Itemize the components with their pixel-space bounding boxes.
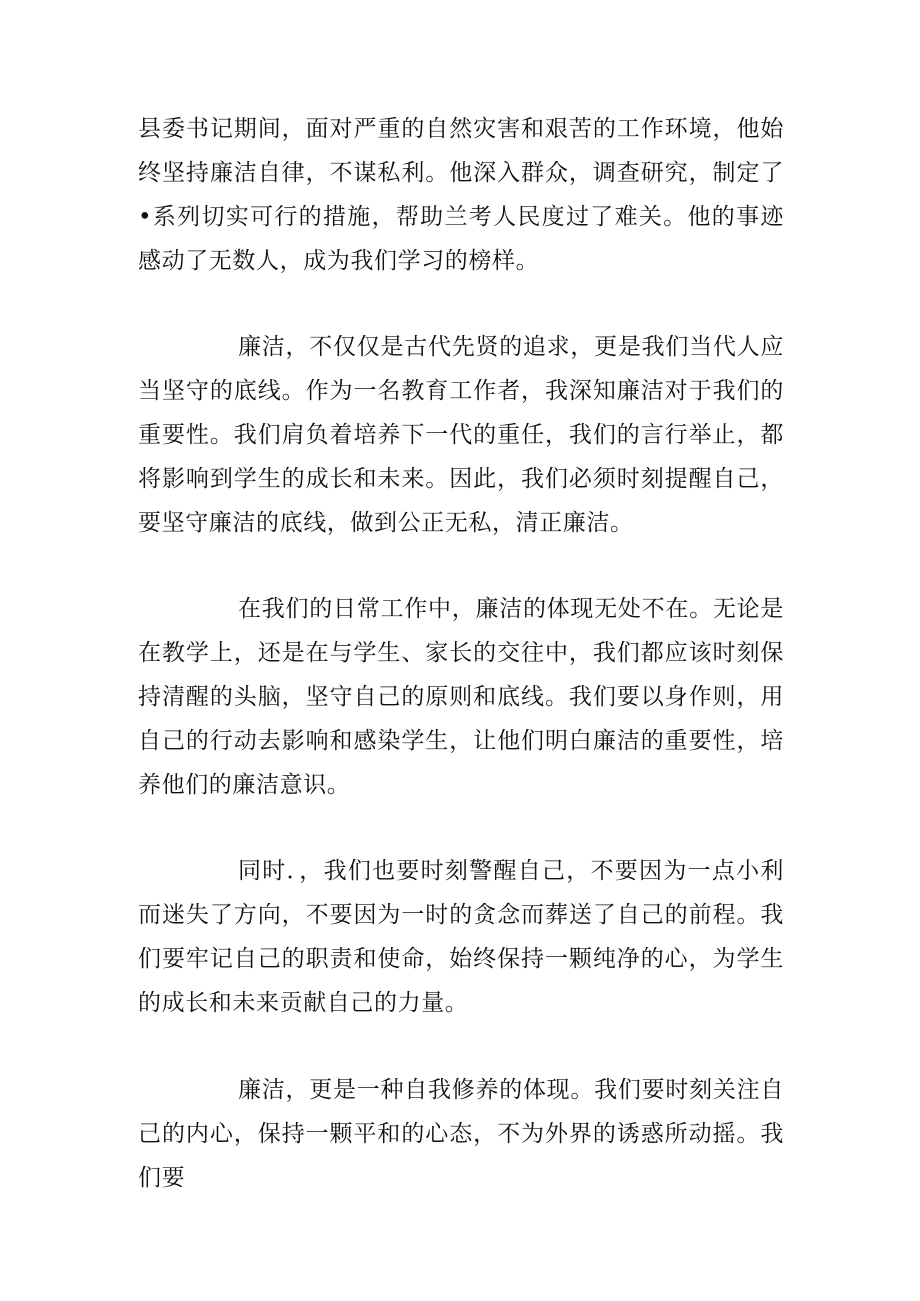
paragraph: 廉洁，不仅仅是古代先贤的追求，更是我们当代人应当坚守的底线。作为一名教育工作者，我深知廉洁对于我们的重要性。我们肩负着培养下一代的重任，我们的言行举止，都将影响到学生的成长和未来。因此，我们必须时刻提醒自己，要坚守廉洁的底线，做到公正无私，清正廉洁。 <box>138 334 784 536</box>
paragraph: 同时．，我们也要时刻警醒自己，不要因为一点小利而迷失了方向，不要因为一时的贪念而葬送了自己的前程。我们要牢记自己的职责和使命，始终保持一颗纯净的心，为学生的成长和未来贡献自己的力量。 <box>138 858 784 1016</box>
paragraph-continuation: 县委书记期间，面对严重的自然灾害和艰苦的工作环境，他始终坚持廉洁自律，不谋私利。他深入群众，调查研究，制定了•系列切实可行的措施，帮助兰考人民度过了难关。他的事迹感动了无数人，成为我们学习的榜样。 <box>138 116 784 274</box>
paragraph: 廉洁，更是一种自我修养的体现。我们要时刻关注自己的内心，保持一颗平和的心态，不为外界的诱惑所动摇。我们要 <box>138 1077 784 1191</box>
paragraph: 在我们的日常工作中，廉洁的体现无处不在。无论是在教学上，还是在与学生、家长的交往中，我们都应该时刻保持清醒的头脑，坚守自己的原则和底线。我们要以身作则，用自己的行动去影响和感染学生，让他们明白廉洁的重要性，培养他们的廉洁意识。 <box>138 596 784 798</box>
